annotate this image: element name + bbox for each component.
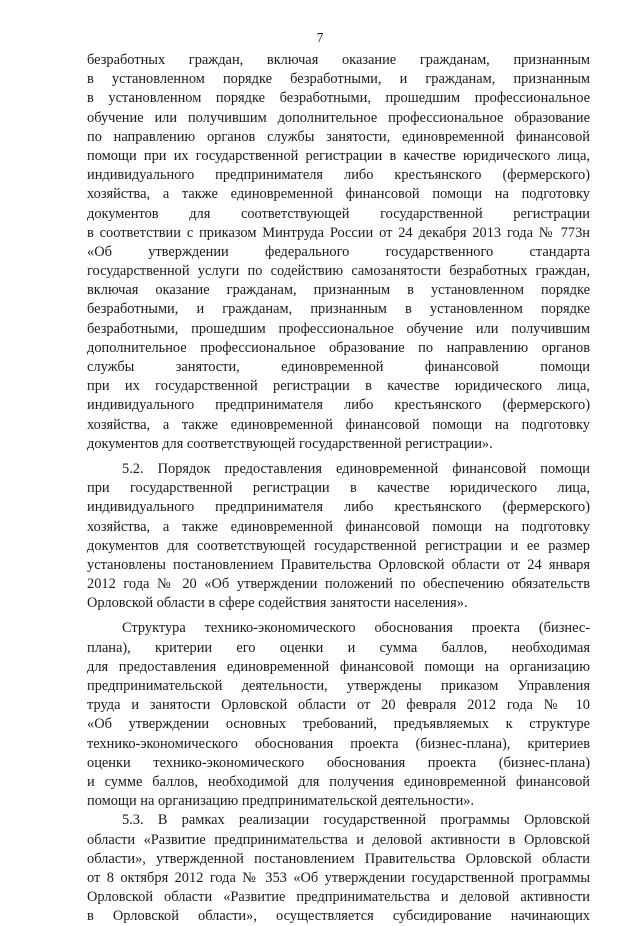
text-line: хозяйства, а также единовременной финансовой помощи на подготовку bbox=[87, 186, 590, 203]
text-line: оценки технико-экономического обоснования проекта (бизнес-плана) bbox=[87, 754, 590, 771]
text-line: Орловской области «Развитие предпринимательства и деловой активности bbox=[87, 889, 590, 906]
text-line: документов для соответствующей государственной регистрации и ее размер bbox=[87, 537, 590, 554]
text-line: от 8 октября 2012 года № 353 «Об утверждении государственной программы bbox=[87, 869, 590, 886]
paragraph bbox=[87, 811, 590, 926]
text-line: безработных граждан, включая оказание гражданам, признанным bbox=[87, 52, 590, 68]
text-line: дополнительное профессиональное образование по направлению органов bbox=[87, 339, 590, 356]
text-line: для предоставления единовременной финансовой помощи на организацию bbox=[87, 658, 590, 675]
text-line: обучение или получившим дополнительное профессиональное образование bbox=[87, 109, 590, 126]
text-line: включая оказание гражданам, признанным в установленном порядке bbox=[87, 282, 590, 299]
text-line: индивидуального предпринимателя либо крестьянского (фермерского) bbox=[87, 167, 590, 184]
text-line: в Орловской области», осуществляется субсидирование начинающих bbox=[87, 908, 590, 925]
text-line: службы занятости, единовременной финансовой помощи bbox=[87, 359, 590, 375]
text-line: 5.2. Порядок предоставления единовременной финансовой помощи bbox=[122, 460, 590, 477]
paragraph bbox=[87, 619, 590, 811]
text-line: Орловской области в сфере содействия занятости населения». bbox=[87, 595, 468, 612]
text-line: хозяйства, а также единовременной финансовой помощи на подготовку bbox=[87, 416, 590, 433]
text-line: при их государственной регистрации в качестве юридического лица, bbox=[87, 378, 590, 395]
text-line: установлены постановлением Правительства Орловской области от 24 января bbox=[87, 556, 590, 573]
text-line: индивидуального предпринимателя либо крестьянского (фермерского) bbox=[87, 397, 590, 414]
text-line: хозяйства, а также единовременной финансовой помощи на подготовку bbox=[87, 518, 590, 535]
text-line: помощи при их государственной регистрации в качестве юридического лица, bbox=[87, 147, 590, 164]
text-line: безработными, и гражданам, признанным в установленном порядке bbox=[87, 301, 590, 318]
text-line: индивидуального предпринимателя либо крестьянского (фермерского) bbox=[87, 499, 590, 516]
text-line: и сумме баллов, необходимой для получения единовременной финансовой bbox=[87, 773, 590, 790]
text-line: помощи на организацию предпринимательской деятельности». bbox=[87, 793, 475, 810]
text-line: при государственной регистрации в качестве юридического лица, bbox=[87, 480, 590, 497]
text-line: труда и занятости Орловской области от 20 февраля 2012 года № 10 bbox=[87, 697, 590, 714]
text-line: документов для соответствующей государственной регистрации». bbox=[87, 435, 493, 452]
text-line: в установленном порядке безработными, прошедшим профессиональное bbox=[87, 90, 590, 107]
text-line: «Об утверждении основных требований, предъявляемых к структуре bbox=[87, 716, 590, 733]
text-line: 2012 года № 20 «Об утверждении положений по обеспечению обязательств bbox=[87, 576, 590, 593]
text-line: в соответствии с приказом Минтруда России от 24 декабря 2013 года № 773н bbox=[87, 224, 590, 241]
text-line: области «Развитие предпринимательства и деловой активности в Орловской bbox=[87, 831, 590, 848]
text-line: документов для соответствующей государственной регистрации bbox=[87, 205, 590, 222]
text-line: по направлению органов службы занятости, единовременной финансовой bbox=[87, 128, 590, 145]
text-line: государственной услуги по содействию самозанятости безработных граждан, bbox=[87, 263, 590, 280]
text-line: 5.3. В рамках реализации государственной программы Орловской bbox=[122, 812, 590, 829]
paragraph bbox=[87, 51, 590, 454]
paragraph bbox=[87, 460, 590, 614]
text-line: технико-экономического обоснования проекта (бизнес-плана), критериев bbox=[87, 735, 590, 752]
document-body bbox=[87, 51, 590, 926]
text-line: безработными, прошедшим профессиональное обучение или получившим bbox=[87, 320, 590, 337]
page-number: 7 bbox=[316, 30, 324, 45]
text-line: области», утвержденной постановлением Правительства Орловской области bbox=[87, 850, 590, 867]
text-line: плана), критерии его оценки и сумма баллов, необходимая bbox=[87, 639, 590, 656]
text-line: предпринимательской деятельности, утверждены приказом Управления bbox=[87, 678, 590, 694]
text-line: в установленном порядке безработными, и гражданам, признанным bbox=[87, 71, 590, 88]
text-line: «Об утверждении федерального государственного стандарта bbox=[87, 243, 590, 260]
text-line: Структура технико-экономического обоснования проекта (бизнес- bbox=[122, 620, 590, 637]
